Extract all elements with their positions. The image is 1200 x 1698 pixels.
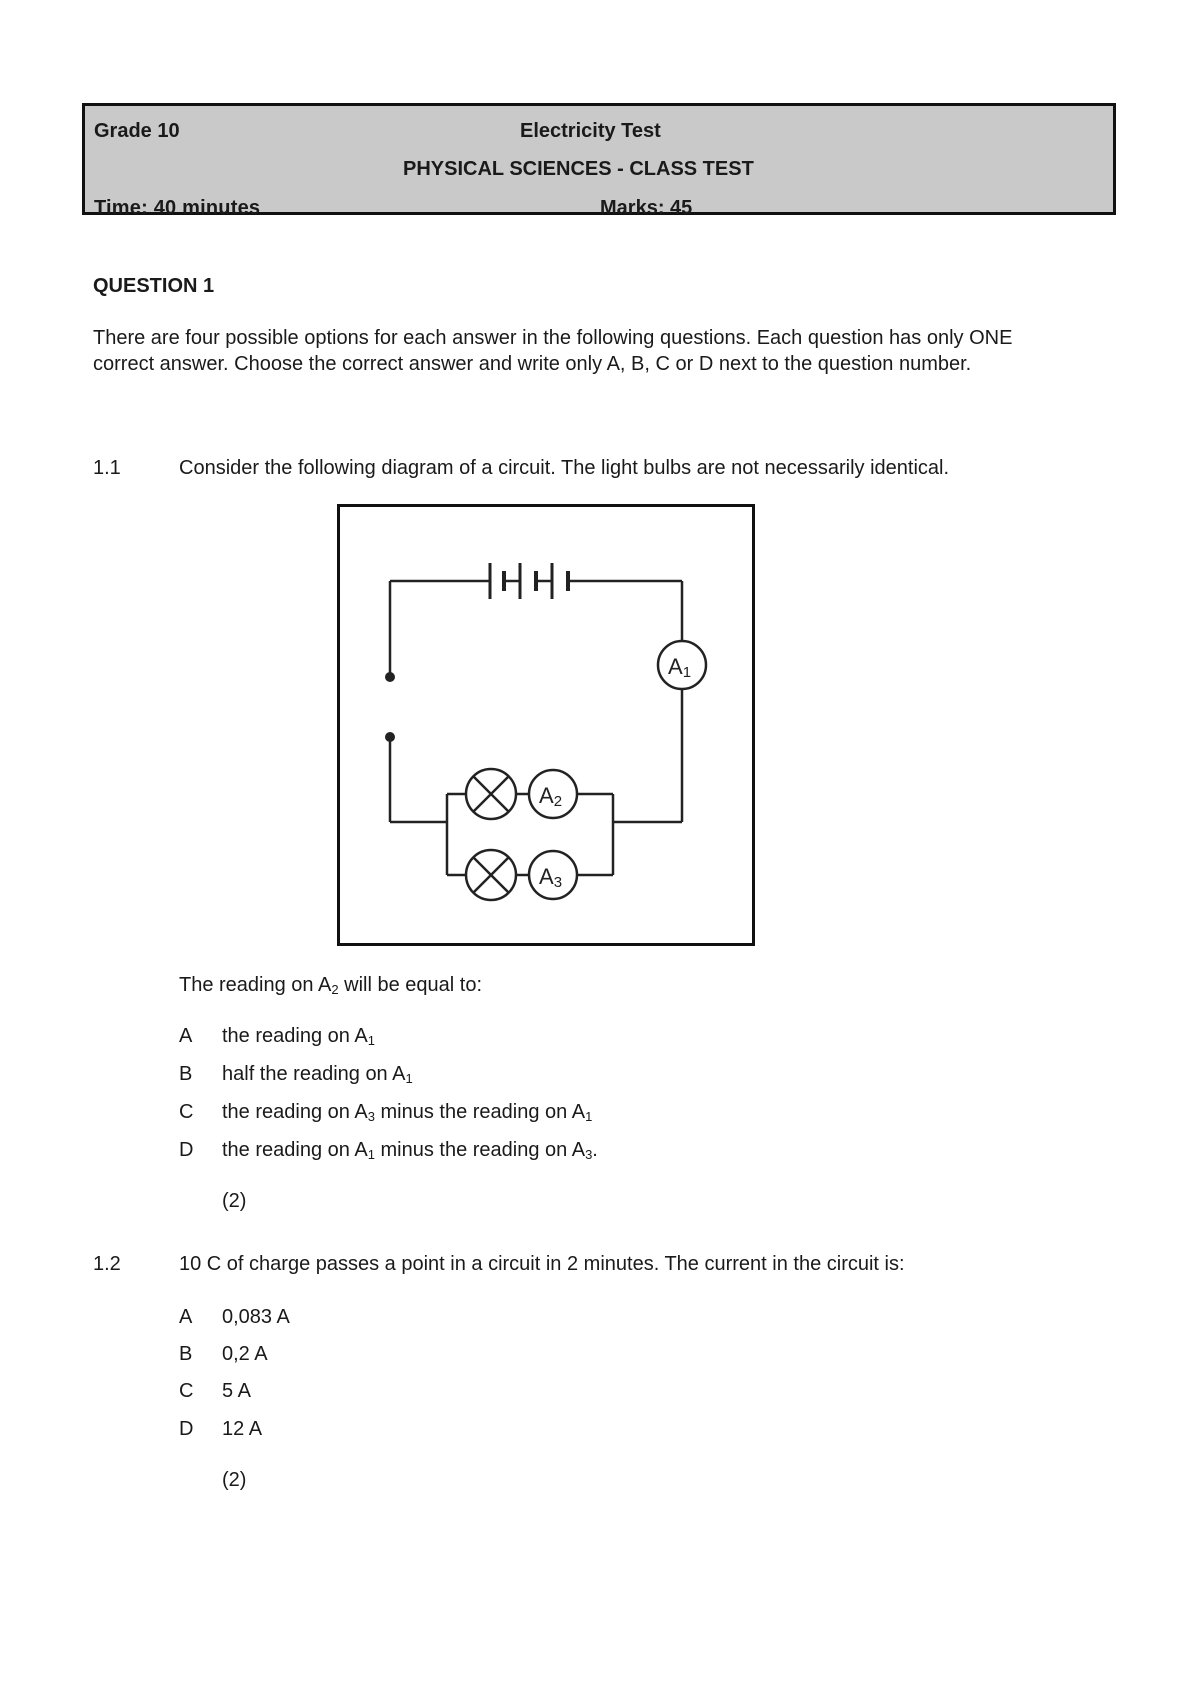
switch-terminal-bottom bbox=[385, 732, 395, 742]
marks-1-2: (2) bbox=[222, 1469, 247, 1491]
ammeter-a3-label: A3 bbox=[539, 864, 563, 891]
option-text-1-1-b: half the reading on $A_1$ bbox=[222, 1063, 413, 1086]
switch-terminal-top bbox=[385, 672, 395, 682]
question-number-1-1: 1.1 bbox=[93, 457, 121, 479]
question-number-1-2: 1.2 bbox=[93, 1253, 121, 1275]
option-letter-1-2-d: D bbox=[179, 1418, 194, 1440]
question-instructions: There are four possible options for each answer in the following questions. Each question has only ONE correct answer. Choose the correct answer and write only A, B, C or D next to the question number. bbox=[93, 327, 1013, 375]
header-title: Electricity Test bbox=[520, 120, 661, 142]
option-text-1-2-c: 5 A bbox=[222, 1380, 251, 1402]
circuit-svg bbox=[340, 507, 752, 943]
option-text-1-1-a: the reading on $A_1$ bbox=[222, 1025, 375, 1048]
option-letter-1-1-a: A bbox=[179, 1025, 193, 1047]
header-marks: Marks: 45 bbox=[600, 197, 693, 219]
question-heading: QUESTION 1 bbox=[93, 275, 215, 297]
option-text-1-1-d: the reading on $A_1$ minus the reading on $A_3$. bbox=[222, 1139, 598, 1162]
question-stem-1-1: The reading on $A_2$ will be equal to: bbox=[179, 974, 482, 997]
marks-1-1: (2) bbox=[222, 1190, 247, 1212]
option-letter-1-1-b: B bbox=[179, 1063, 193, 1085]
option-letter-1-2-b: B bbox=[179, 1343, 193, 1365]
test-header bbox=[82, 103, 1116, 219]
ammeter-a1-label: A1 bbox=[668, 654, 692, 681]
header-time: Time: 40 minutes bbox=[94, 197, 261, 219]
ammeter-a2-label: A2 bbox=[539, 783, 563, 810]
option-letter-1-1-c: C bbox=[179, 1101, 194, 1123]
header-subject: PHYSICAL SCIENCES - CLASS TEST bbox=[403, 158, 754, 180]
option-letter-1-2-c: C bbox=[179, 1380, 194, 1402]
header-grade: Grade 10 bbox=[94, 120, 180, 142]
circuit-diagram bbox=[337, 504, 755, 946]
question-text-1-2: 10 C of charge passes a point in a circuit in 2 minutes. The current in the circuit is: bbox=[179, 1253, 905, 1275]
option-letter-1-1-d: D bbox=[179, 1139, 194, 1161]
option-text-1-1-c: the reading on $A_3$ minus the reading on $A_1$ bbox=[222, 1101, 593, 1124]
option-text-1-2-a: 0,083 A bbox=[222, 1306, 290, 1328]
option-letter-1-2-a: A bbox=[179, 1306, 193, 1328]
option-text-1-2-d: 12 A bbox=[222, 1418, 263, 1440]
question-text-1-1: Consider the following diagram of a circuit. The light bulbs are not necessarily identical. bbox=[179, 457, 950, 479]
option-text-1-2-b: 0,2 A bbox=[222, 1343, 268, 1365]
